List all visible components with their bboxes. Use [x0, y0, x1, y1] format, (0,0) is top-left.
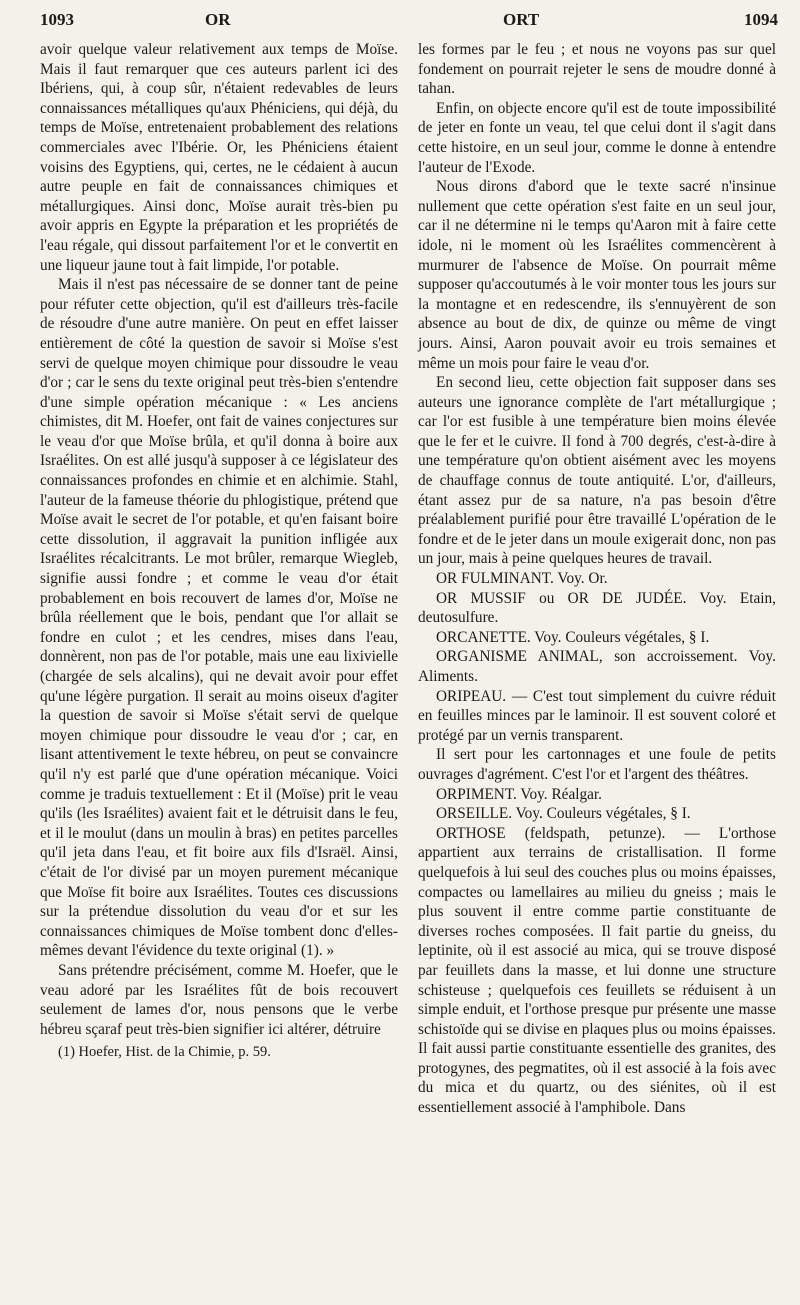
paragraph: Sans prétendre précisément, comme M. Hoefer, que le veau adoré par les Israélites fût de bois recouvert seulement de lames d'or, nous pensons que le verbe hébreu sçaraf peut très-bien signifier ici altérer, détruire: [40, 961, 398, 1038]
paragraph: Nous dirons d'abord que le texte sacré n'insinue nullement que cette opération s'est faite en un seul jour, car il ne détermine ni le temps qu'Aaron mit à faire cette idole, ni le moment où les Israélites commencèrent à murmurer de l'absence de Moïse. On pourrait même supposer qu'accoutumés à le voir monter tous les jours sur la montagne et en redescendre, ils s'ennuyèrent de son absence au bout de dix, de quinze ou même de vingt jours. Ainsi, Aaron pouvait avoir eu trois semaines et même un mois pour faire le veau d'or.: [418, 178, 776, 372]
page-number-right: 1094: [744, 10, 778, 29]
paragraph: les formes par le feu ; et nous ne voyons pas sur quel fondement on pourrait rejeter le sens de moudre donné à tahan.: [418, 41, 776, 98]
paragraph: En second lieu, cette objection fait supposer dans ses auteurs une ignorance complète de l'art métallurgique ; car l'or est fusible à une température bien moins élevée que le fer et le cuivre. Il fond à 700 degrés, c'est-à-dire à une température qu'on obtient aisément avec les moyens de chauffage connus de toute antiquité. L'or, d'ailleurs, étant assez pur de sa nature, n'a pas besoin d'être préalablement purifié pour être travaillé L'opération de le fondre et de le jeter dans un moule exigerait donc, non pas un jour, mais à peine quelques heures de travail.: [418, 374, 776, 568]
dictionary-entry: ORTHOSE (feldspath, petunze). — L'orthose appartient aux terrains de cristallisation. Il forme quelquefois à lui seul des couches plus ou moins épaisses, compactes ou lamellaires au milieu du gneiss ; mais le plus souvent il entre comme partie constituante de diverses roches composées. Il fait partie du gneiss, du leptinite, où il est associé au mica, qui se trouve disposé par feuillets dans la masse, et lui donne une structure schisteuse ; quelquefois ces feuillets se réduisent à un simple enduit, et l'orthose presque pur présente une masse schistoïde qui se divise en plaques plus ou moins épaisses. Il fait aussi partie constituante essentielle des granites, des protogynes, des pegmatites, où il est associé à la fois avec du mica et du quartz, ou des siénites, où il est essentiellement associé à l'amphibole. Dans: [418, 824, 776, 1117]
dictionary-entry: OR FULMINANT. Voy. Or.: [436, 570, 608, 588]
dictionary-entry: ORIPEAU. — C'est tout simplement du cuivre réduit en feuilles minces par le laminoir. Il est souvent coloré et protégé par un vernis transparent.: [418, 687, 776, 744]
paragraph: Il sert pour les cartonnages et une foule de petits ouvrages d'agrément. C'est l'or et l'argent des théâtres.: [418, 746, 776, 783]
dictionary-entry: ORCANETTE. Voy. Couleurs végétales, § I.: [436, 628, 710, 646]
dictionary-entry: OR MUSSIF ou OR DE JUDÉE. Voy. Etain, deutosulfure.: [418, 589, 776, 627]
page-header: [0, 0, 800, 34]
page-number-left: 1093: [40, 10, 74, 29]
right-column: [418, 40, 776, 1118]
running-head-right: ORT: [503, 10, 540, 29]
dictionary-entry: ORGANISME ANIMAL, son accroissement. Voy. Aliments.: [418, 648, 776, 685]
left-column: [40, 40, 398, 1063]
dictionary-entry: ORSEILLE. Voy. Couleurs végétales, § I.: [436, 805, 691, 823]
dictionary-entry: ORPIMENT. Voy. Réalgar.: [436, 785, 602, 803]
paragraph: Enfin, on objecte encore qu'il est de toute impossibilité de jeter en fonte un veau, tel que celui dont il s'agit dans cette histoire, en un seul jour, comme le donne à entendre l'auteur de l'Exode.: [418, 99, 776, 176]
paragraph: Mais il n'est pas nécessaire de se donner tant de peine pour réfuter cette objection, qu'il est d'ailleurs très-facile de résoudre d'une autre manière. On peut en effet laisser entièrement de côté la question de savoir si Moïse s'est servi de quelque moyen chimique pour dissoudre le veau d'or ; car le sens du texte original peut très-bien s'entendre d'une simple opération mécanique : « Les anciens chimistes, dit M. Hoefer, ont fait de vaines conjectures sur le veau d'or que Moïse brûla, et qu'il donna à boire aux Israélites. On est allé jusqu'à supposer à ce législateur des connaissances profondes en chimie et en alchimie. Stahl, l'auteur de la fameuse théorie du phlogistique, prétend que Moïse avait le secret de l'or potable, et qu'en faisant boire cette dissolution, il aggravait la punition infligée aux Israélites récalcitrants. Le mot brûler, remarque Wiegleb, signifie aussi fondre ; et comme le veau d'or était probablement en bois recouvert de lames d'or, Moïse ne brûla réellement que le bois, pendant que l'or allait se fondre en culot ; et les cendres, mises dans l'eau, donnèrent, non pas de l'or potable, mais une eau lixivielle (chargée de sels alcalins), qui ne devait avoir pour effet qu'une légère purgation. Il serait au moins oiseux d'agiter la question de savoir si Moïse s'était servi de quelque moyen chimique pour dissoudre le veau d'or ; car, en lisant attentivement le texte hébreu, on peut se convaincre qu'il n'y est parlé que d'une opération mécanique. Voici comme je traduis textuellement : Et il (Moïse) prit le veau qu'ils (les Israélites) avaient fait et le détruisit dans le feu, et il le moulut (dans un moulin à bras) en petites parcelles qu'il jeta dans l'eau, et fit boire aux fils d'Israël. Ainsi, c'était de l'or divisé par un moyen purement mécanique que Moïse fit boire aux Israélites. Toutes ces discussions sur la prétendue dissolution du veau d'or et sur les connaissances chimiques de Moïse tombent donc d'elles-mêmes devant l'évidence du texte original (1). »: [40, 276, 398, 960]
paragraph: avoir quelque valeur relativement aux temps de Moïse. Mais il faut remarquer que ces auteurs parlent ici des Ibériens, qui, à coup sûr, n'étaient redevables de leurs connaissances métalliques qu'aux Phéniciens, qui déjà, du temps de Moïse, entretenaient probablement des relations commerciales avec l'Ibérie. Or, les Phéniciens étaient voisins des Egyptiens, qui, certes, ne le cédaient à aucun autre peuple en fait de connaissances chimiques et métallurgiques. Ainsi donc, Moïse aurait très-bien pu avoir appris en Egypte la préparation et les propriétés de l'eau régale, qui dissout parfaitement l'or et le convertit en une liqueur jaune tout à fait limpide, l'or potable.: [40, 41, 398, 274]
footnote: (1) Hoefer, Hist. de la Chimie, p. 59.: [58, 1044, 271, 1061]
running-head-left: OR: [205, 10, 231, 29]
